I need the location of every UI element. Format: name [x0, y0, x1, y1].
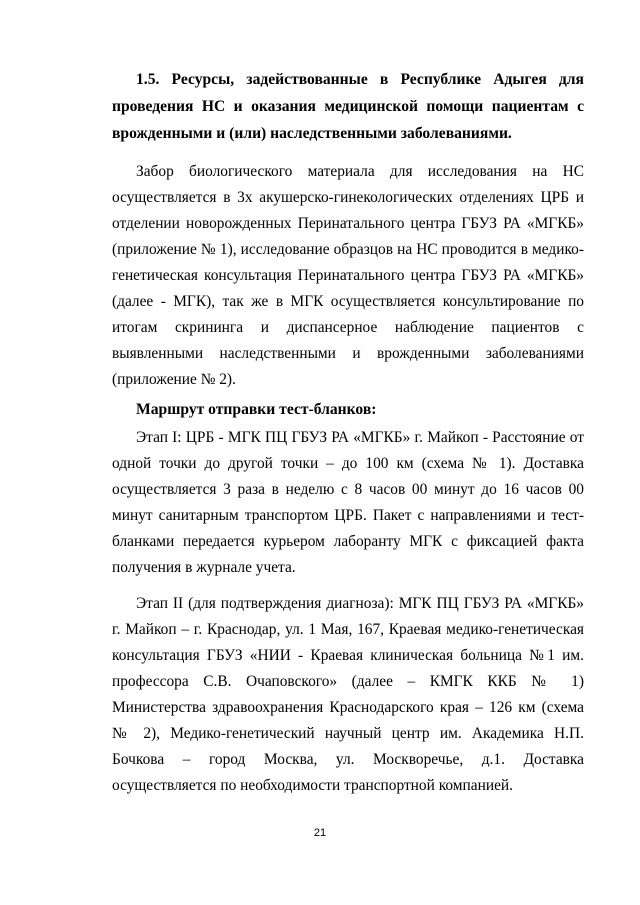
paragraph-stage-2: Этап II (для подтверждения диагноза): МГК ПЦ ГБУЗ РА «МГКБ» г. Майкоп – г. Краснодар, ул. 1 Мая, 167, Краевая медико-генетическая консультация ГБУЗ «НИИ - Краевая клиническая больница №1 им. профессора С.В. Очаповского» (далее – КМГК ККБ № 1) Министерства здравоохранения Краснодарского края – 126 км (схема № 2), Медико-генетический научный центр им. Академика Н.П. Бочкова – город Москва, ул. Москворечье, д.1. Доставка осуществляется по необходимости транспортной компанией.	[112, 595, 584, 794]
route-heading: Маршрут отправки тест-бланков:	[136, 401, 377, 418]
paragraph-collection: Забор биологического материала для исследования на НС осуществляется в 3х акушерско-гинекологических отделениях ЦРБ и отделении новорожденных Перинатального центра ГБУЗ РА «МГКБ» (приложение № 1), исследование образцов на НС проводится в медико-генетическая консультация Перинатального центра ГБУЗ РА «МГКБ» (далее - МГК), так же в МГК осуществляется консультирование по итогам скрининга и диспансерное наблюдение пациентов с выявленными наследственными и врожденными заболеваниями (приложение № 2).	[112, 163, 584, 388]
page-number: 21	[313, 827, 327, 839]
section-heading: 1.5. Ресурсы, задействованные в Республике Адыгея для проведения НС и оказания медицинской помощи пациентам с врожденными и (или) наследственными заболеваниями.	[112, 71, 584, 142]
page-content	[112, 66, 584, 799]
paragraph-stage-1: Этап I: ЦРБ - МГК ПЦ ГБУЗ РА «МГКБ» г. Майкоп - Расстояние от одной точки до другой точки – до 100 км (схема № 1). Доставка осуществляется 3 раза в неделю с 8 часов 00 минут до 16 часов 00 минут санитарным транспортом ЦРБ. Пакет с направлениями и тест-бланками передается курьером лаборанту МГК с фиксацией факта получения в журнале учета.	[112, 429, 584, 576]
